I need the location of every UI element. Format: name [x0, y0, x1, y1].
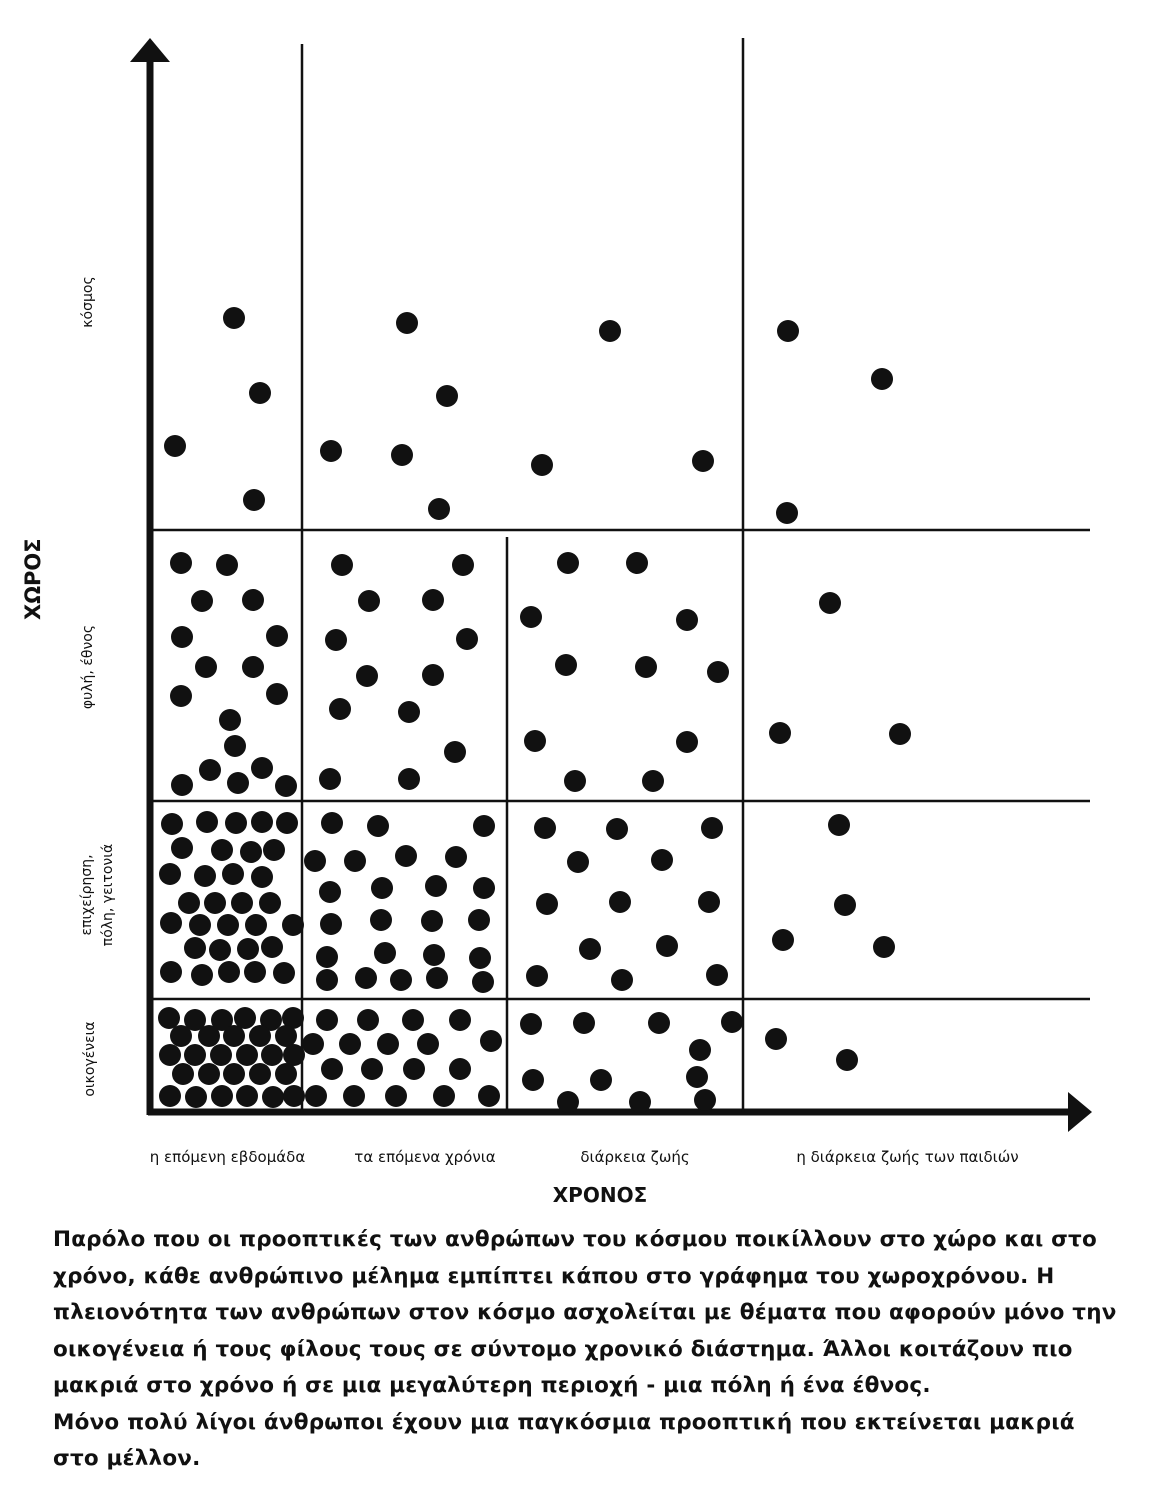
person-dot — [456, 628, 478, 650]
person-dot — [524, 730, 546, 752]
person-dot — [377, 1033, 399, 1055]
person-dot — [836, 1049, 858, 1071]
person-dot — [217, 914, 239, 936]
person-dot — [444, 741, 466, 763]
person-dot — [251, 757, 273, 779]
person-dot — [236, 1085, 258, 1107]
person-dot — [316, 946, 338, 968]
person-dot — [567, 851, 589, 873]
person-dot — [210, 1044, 232, 1066]
person-dot — [273, 962, 295, 984]
person-dot — [224, 735, 246, 757]
person-dot — [194, 865, 216, 887]
person-dot — [526, 965, 548, 987]
person-dot — [282, 914, 304, 936]
person-dot — [211, 839, 233, 861]
person-dot — [428, 498, 450, 520]
person-dot — [776, 502, 798, 524]
person-dot — [445, 846, 467, 868]
person-dot — [344, 850, 366, 872]
y-category-oikogeneia — [80, 1014, 104, 1104]
person-dot — [590, 1069, 612, 1091]
person-dot — [339, 1033, 361, 1055]
person-dot — [385, 1085, 407, 1107]
x-axis-arrowhead — [1068, 1092, 1092, 1132]
person-dot — [305, 1085, 327, 1107]
person-dot — [469, 947, 491, 969]
person-dot — [573, 1012, 595, 1034]
person-dot — [472, 971, 494, 993]
person-dot — [765, 1028, 787, 1050]
person-dot — [609, 891, 631, 913]
person-dot — [276, 812, 298, 834]
person-dot — [191, 590, 213, 612]
person-dot — [209, 939, 231, 961]
person-dot — [159, 1044, 181, 1066]
person-dot — [198, 1025, 220, 1047]
person-dot — [283, 1044, 305, 1066]
y-category-epixeirisi-line2: πόλη, γειτονιά — [100, 843, 116, 947]
person-dot — [237, 938, 259, 960]
person-dot — [426, 967, 448, 989]
person-dot — [266, 625, 288, 647]
person-dot — [707, 661, 729, 683]
y-category-fyli — [78, 617, 102, 717]
person-dot — [304, 850, 326, 872]
y-category-kosmos-label: κόσμος — [80, 276, 96, 328]
person-dot — [417, 1033, 439, 1055]
person-dot — [275, 775, 297, 797]
person-dot — [374, 942, 396, 964]
person-dot — [772, 929, 794, 951]
person-dot — [275, 1063, 297, 1085]
person-dot — [185, 1086, 207, 1108]
person-dot — [689, 1039, 711, 1061]
y-axis-arrowhead — [130, 38, 170, 62]
person-dot — [579, 938, 601, 960]
person-dot — [319, 881, 341, 903]
person-dot — [520, 606, 542, 628]
person-dot — [398, 701, 420, 723]
person-dot — [629, 1091, 651, 1113]
person-dot — [694, 1089, 716, 1111]
caption-line: στο μέλλον. — [53, 1446, 201, 1471]
person-dot — [223, 307, 245, 329]
person-dot — [611, 969, 633, 991]
y-category-oikogeneia-label: οικογένεια — [82, 1021, 98, 1097]
person-dot — [240, 841, 262, 863]
person-dot — [331, 554, 353, 576]
person-dot — [480, 1030, 502, 1052]
person-dot — [564, 770, 586, 792]
y-category-epixeirisi — [77, 835, 123, 955]
person-dot — [171, 837, 193, 859]
person-dot — [473, 877, 495, 899]
person-dot — [184, 1044, 206, 1066]
person-dot — [367, 815, 389, 837]
person-dot — [266, 683, 288, 705]
person-dot — [249, 1063, 271, 1085]
person-dot — [161, 813, 183, 835]
person-dot — [178, 892, 200, 914]
person-dot — [160, 961, 182, 983]
person-dot — [606, 818, 628, 840]
person-dot — [172, 1063, 194, 1085]
person-dot — [555, 654, 577, 676]
person-dot — [390, 969, 412, 991]
person-dot — [259, 892, 281, 914]
person-dot — [321, 1058, 343, 1080]
person-dot — [358, 590, 380, 612]
caption-line: οικογένεια ή τους φίλους τους σε σύντομο χρονικό διάστημα. Άλλοι κοιτάζουν πιο — [53, 1336, 1073, 1362]
person-dot — [222, 863, 244, 885]
person-dot — [242, 656, 264, 678]
person-dot — [204, 892, 226, 914]
person-dot — [356, 665, 378, 687]
person-dot — [449, 1009, 471, 1031]
y-category-kosmos — [78, 272, 102, 332]
person-dot — [819, 592, 841, 614]
x-axis-title: ΧΡΟΝΟΣ — [552, 1183, 648, 1207]
person-dot — [423, 944, 445, 966]
person-dot — [320, 913, 342, 935]
person-dot — [656, 935, 678, 957]
person-dot — [262, 1086, 284, 1108]
person-dot — [391, 444, 413, 466]
person-dot — [329, 698, 351, 720]
caption-line: χρόνο, κάθε ανθρώπινο μέλημα εμπίπτει κάπου στο γράφημα του χωροχρόνου. Η — [53, 1263, 1055, 1289]
person-dot — [170, 1025, 192, 1047]
person-dot — [361, 1058, 383, 1080]
caption-paragraph — [53, 1222, 1148, 1478]
caption-line: Παρόλο που οι προοπτικές των ανθρώπων του κόσμου ποικίλλουν στο χώρο και στο — [53, 1227, 1097, 1252]
person-dot — [534, 817, 556, 839]
person-dot — [873, 936, 895, 958]
person-dot — [198, 1063, 220, 1085]
person-dot — [261, 936, 283, 958]
y-category-epixeirisi-line1: επιχείρηση, — [79, 854, 95, 936]
person-dot — [219, 709, 241, 731]
person-dot — [319, 768, 341, 790]
person-dot — [452, 554, 474, 576]
person-dot — [283, 1085, 305, 1107]
person-dot — [478, 1085, 500, 1107]
person-dot — [889, 723, 911, 745]
dots-layer — [158, 307, 911, 1113]
person-dot — [170, 685, 192, 707]
person-dot — [871, 368, 893, 390]
x-category-childrens-lifetime: η διάρκεια ζωής των παιδιών — [796, 1148, 1019, 1166]
caption-line: πλειονότητα των ανθρώπων στον κόσμο ασχολείται με θέματα που αφορούν μόνο την — [53, 1300, 1117, 1325]
person-dot — [557, 1091, 579, 1113]
person-dot — [599, 320, 621, 342]
person-dot — [520, 1013, 542, 1035]
person-dot — [395, 845, 417, 867]
person-dot — [473, 815, 495, 837]
person-dot — [834, 894, 856, 916]
person-dot — [422, 589, 444, 611]
person-dot — [522, 1069, 544, 1091]
person-dot — [421, 910, 443, 932]
person-dot — [216, 554, 238, 576]
person-dot — [396, 312, 418, 334]
person-dot — [698, 891, 720, 913]
person-dot — [164, 435, 186, 457]
person-dot — [403, 1058, 425, 1080]
person-dot — [218, 961, 240, 983]
x-category-next-years: τα επόμενα χρόνια — [354, 1148, 496, 1166]
person-dot — [370, 909, 392, 931]
person-dot — [701, 817, 723, 839]
person-dot — [236, 1044, 258, 1066]
person-dot — [433, 1085, 455, 1107]
person-dot — [189, 914, 211, 936]
person-dot — [436, 385, 458, 407]
person-dot — [170, 552, 192, 574]
person-dot — [371, 877, 393, 899]
person-dot — [402, 1009, 424, 1031]
person-dot — [223, 1063, 245, 1085]
person-dot — [251, 866, 273, 888]
person-dot — [626, 552, 648, 574]
caption-line: μακριά στο χρόνο ή σε μια μεγαλύτερη περιοχή - μια πόλη ή ένα έθνος. — [53, 1373, 931, 1398]
person-dot — [275, 1025, 297, 1047]
person-dot — [302, 1033, 324, 1055]
person-dot — [245, 914, 267, 936]
person-dot — [158, 1007, 180, 1029]
person-dot — [531, 454, 553, 476]
person-dot — [320, 440, 342, 462]
person-dot — [263, 839, 285, 861]
x-category-lifetime: διάρκεια ζωής — [580, 1148, 690, 1166]
person-dot — [316, 969, 338, 991]
person-dot — [343, 1085, 365, 1107]
person-dot — [676, 731, 698, 753]
person-dot — [422, 664, 444, 686]
person-dot — [227, 772, 249, 794]
person-dot — [676, 609, 698, 631]
person-dot — [249, 1025, 271, 1047]
person-dot — [195, 656, 217, 678]
person-dot — [159, 863, 181, 885]
y-category-fyli-label: φυλή, έθνος — [80, 624, 96, 710]
person-dot — [557, 552, 579, 574]
person-dot — [261, 1044, 283, 1066]
person-dot — [686, 1066, 708, 1088]
person-dot — [321, 812, 343, 834]
person-dot — [211, 1085, 233, 1107]
y-axis-title: ΧΩΡΟΣ — [21, 538, 45, 620]
person-dot — [225, 812, 247, 834]
person-dot — [449, 1058, 471, 1080]
person-dot — [171, 626, 193, 648]
person-dot — [171, 774, 193, 796]
person-dot — [769, 722, 791, 744]
person-dot — [425, 875, 447, 897]
person-dot — [231, 892, 253, 914]
person-dot — [199, 759, 221, 781]
person-dot — [325, 629, 347, 651]
person-dot — [159, 1085, 181, 1107]
person-dot — [635, 656, 657, 678]
person-dot — [648, 1012, 670, 1034]
person-dot — [160, 912, 182, 934]
person-dot — [191, 964, 213, 986]
person-dot — [223, 1025, 245, 1047]
person-dot — [196, 811, 218, 833]
person-dot — [468, 909, 490, 931]
person-dot — [355, 967, 377, 989]
person-dot — [316, 1009, 338, 1031]
person-dot — [642, 770, 664, 792]
person-dot — [692, 450, 714, 472]
person-dot — [244, 961, 266, 983]
person-dot — [706, 964, 728, 986]
person-dot — [243, 489, 265, 511]
person-dot — [721, 1011, 743, 1033]
person-dot — [251, 811, 273, 833]
person-dot — [651, 849, 673, 871]
person-dot — [777, 320, 799, 342]
person-dot — [828, 814, 850, 836]
person-dot — [398, 768, 420, 790]
person-dot — [184, 937, 206, 959]
person-dot — [242, 589, 264, 611]
caption-line: Μόνο πολύ λίγοι άνθρωποι έχουν μια παγκόσμια προοπτική που εκτείνεται μακριά — [53, 1409, 1075, 1435]
person-dot — [249, 382, 271, 404]
person-dot — [357, 1009, 379, 1031]
person-dot — [536, 893, 558, 915]
x-category-next-week: η επόμενη εβδομάδα — [149, 1148, 306, 1166]
